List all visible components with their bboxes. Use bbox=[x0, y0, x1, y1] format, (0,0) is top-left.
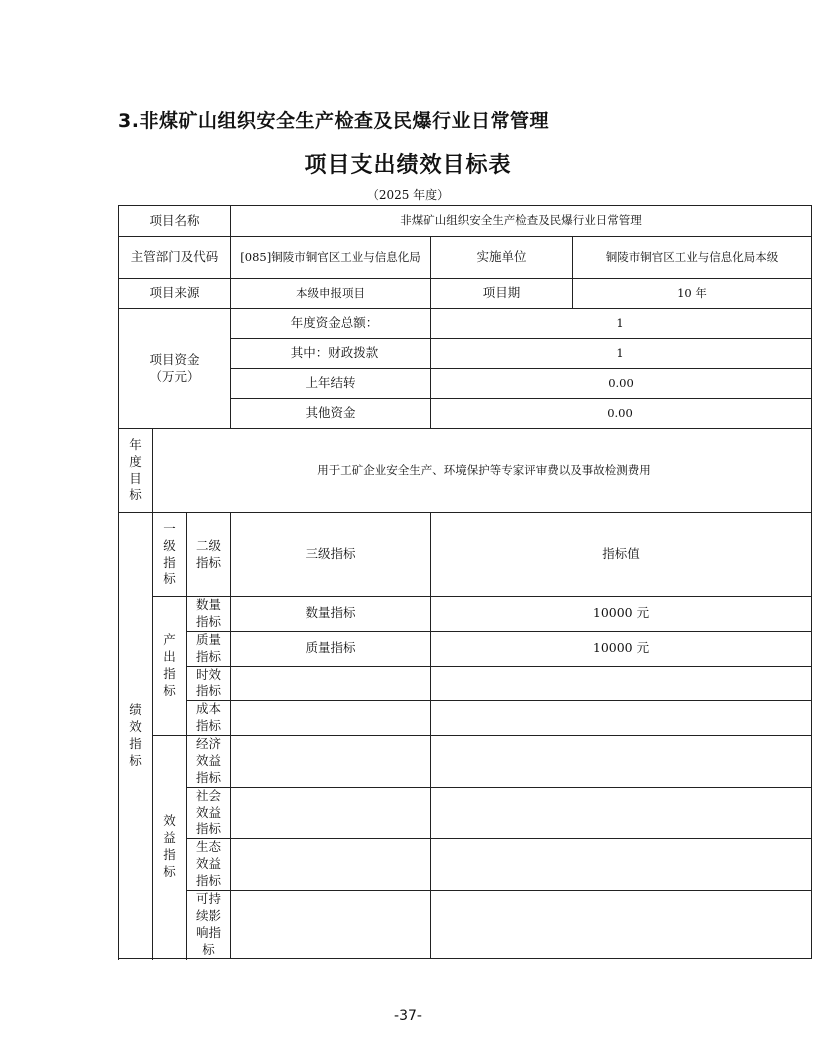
funds-row-label: 上年结转 bbox=[231, 369, 431, 399]
indicator-value-cell bbox=[431, 787, 812, 839]
level2-cell: 时效指标 bbox=[187, 666, 231, 701]
implementing-unit-value: 铜陵市铜官区工业与信息化局本级 bbox=[573, 237, 812, 279]
annual-goal-value: 用于工矿企业安全生产、环境保护等专家评审费以及事故检测费用 bbox=[153, 429, 812, 513]
level2-cell: 数量指标 bbox=[187, 597, 231, 632]
section-heading: 3.非煤矿山组织安全生产检查及民爆行业日常管理 bbox=[118, 110, 549, 132]
level2-cell: 成本指标 bbox=[187, 701, 231, 736]
performance-indicators-label: 绩效指标 bbox=[119, 513, 153, 959]
indicator-value-cell: 10000 元 bbox=[431, 597, 812, 632]
funds-row-value: 1 bbox=[431, 309, 812, 339]
department-label: 主管部门及代码 bbox=[119, 237, 231, 279]
page-number: -37- bbox=[394, 1008, 422, 1024]
table-row-department bbox=[119, 237, 812, 279]
table-row-source bbox=[119, 279, 812, 309]
indicator-value-cell bbox=[431, 890, 812, 959]
funds-row-label: 其他资金 bbox=[231, 399, 431, 429]
table-row-output bbox=[119, 597, 812, 632]
level1-header: 一级指标 bbox=[153, 513, 187, 597]
indicator-value-cell bbox=[431, 736, 812, 788]
annual-goal-label: 年度目标 bbox=[119, 429, 153, 513]
table-title: 项目支出绩效目标表 bbox=[304, 153, 512, 178]
table-row-output bbox=[119, 631, 812, 666]
project-name-label: 项目名称 bbox=[119, 206, 231, 237]
project-period-value: 10 年 bbox=[573, 279, 812, 309]
table-row-project-name bbox=[119, 206, 812, 237]
project-name-value: 非煤矿山组织安全生产检查及民爆行业日常管理 bbox=[231, 206, 812, 237]
table-row-annual-goal bbox=[119, 429, 812, 513]
indicator-value-header: 指标值 bbox=[431, 513, 812, 597]
table-row-output bbox=[119, 701, 812, 736]
level3-header: 三级指标 bbox=[231, 513, 431, 597]
funds-row-value: 0.00 bbox=[431, 369, 812, 399]
level3-cell bbox=[231, 736, 431, 788]
funds-row-label: 其中：财政拨款 bbox=[231, 339, 431, 369]
table-row-benefit bbox=[119, 890, 812, 959]
level3-cell bbox=[231, 701, 431, 736]
level3-cell bbox=[231, 787, 431, 839]
table-row-indicator-header bbox=[119, 513, 812, 597]
indicator-value-cell bbox=[431, 701, 812, 736]
level2-header: 二级指标 bbox=[187, 513, 231, 597]
level2-cell: 生态效益指标 bbox=[187, 839, 231, 891]
table-row-benefit bbox=[119, 787, 812, 839]
table-row-funds-total bbox=[119, 309, 812, 339]
level2-cell: 经济效益指标 bbox=[187, 736, 231, 788]
implementing-unit-label: 实施单位 bbox=[431, 237, 573, 279]
project-period-label: 项目期 bbox=[431, 279, 573, 309]
benefit-indicators-label: 效益指标 bbox=[153, 736, 187, 959]
project-funds-label-line2: （万元） bbox=[149, 368, 200, 384]
level3-cell bbox=[231, 666, 431, 701]
table-row-benefit bbox=[119, 839, 812, 891]
project-source-label: 项目来源 bbox=[119, 279, 231, 309]
funds-row-value: 1 bbox=[431, 339, 812, 369]
table-row-output bbox=[119, 666, 812, 701]
performance-target-table bbox=[118, 205, 812, 959]
level3-cell bbox=[231, 839, 431, 891]
level2-cell: 质量指标 bbox=[187, 631, 231, 666]
project-source-value: 本级申报项目 bbox=[231, 279, 431, 309]
level3-cell: 质量指标 bbox=[231, 631, 431, 666]
project-funds-label-line1: 项目资金 bbox=[149, 351, 200, 367]
indicator-value-cell: 10000 元 bbox=[431, 631, 812, 666]
indicator-value-cell bbox=[431, 839, 812, 891]
project-funds-label bbox=[119, 309, 231, 429]
funds-row-value: 0.00 bbox=[431, 399, 812, 429]
indicator-value-cell bbox=[431, 666, 812, 701]
output-indicators-label: 产出指标 bbox=[153, 597, 187, 736]
level3-cell bbox=[231, 890, 431, 959]
table-row-benefit bbox=[119, 736, 812, 788]
level2-cell: 可持续影响指标 bbox=[187, 890, 231, 959]
table-subtitle: （2025 年度） bbox=[366, 188, 450, 202]
department-value: [085]铜陵市铜官区工业与信息化局 bbox=[231, 237, 431, 279]
level3-cell: 数量指标 bbox=[231, 597, 431, 632]
level2-cell: 社会效益指标 bbox=[187, 787, 231, 839]
funds-row-label: 年度资金总额： bbox=[231, 309, 431, 339]
